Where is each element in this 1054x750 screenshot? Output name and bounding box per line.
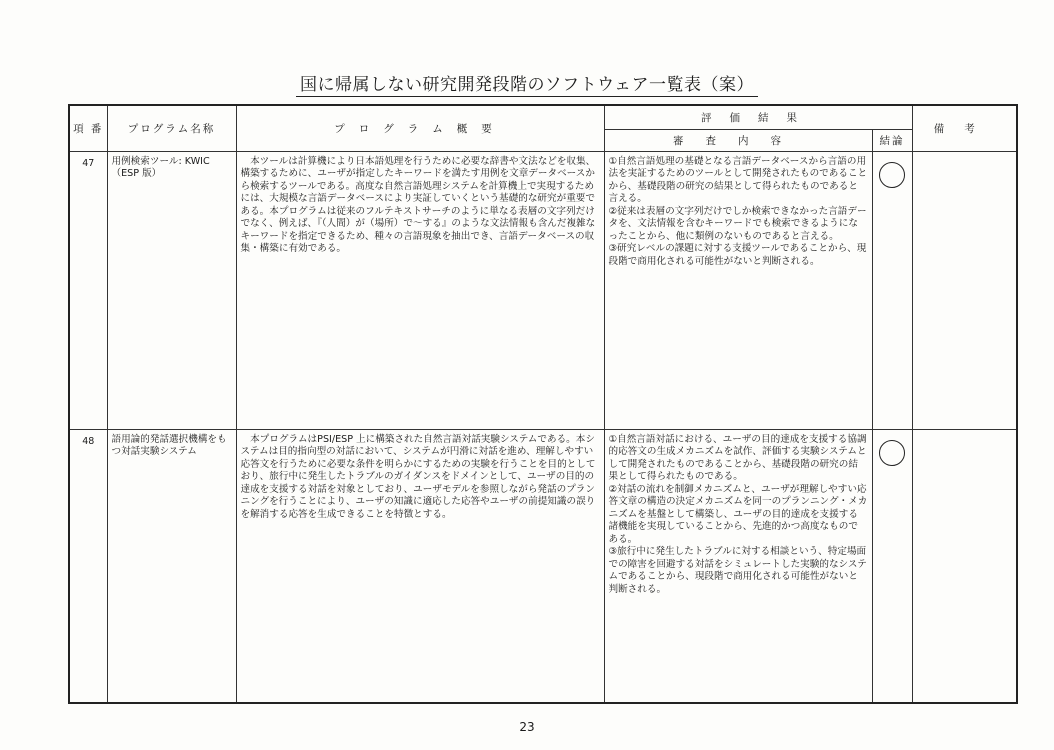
row-name: 用例検索ツール: KWIC（ESP 版） xyxy=(107,151,236,429)
row-desc: 本ツールは計算機により日本語処理を行うために必要な辞書や文法などを収集、構築するために、ユーザが指定したキーワードを満たす用例を文章データベースから検索するツールである。高度な自然言語処理システムを計算機上で実現するためには、大規模な言語データベースにより実証していくという基礎的な研究が重要である。本プログラムは従来のフルテキストサーチのように単なる表層の文字列だけでなく、例えば、『（人間）が（場所）で～する』のような文法情報も含んだ複雑なキーワードを指定できるため、種々の言語現象を抽出でき、言語データベースの収集・構築に有効である。 xyxy=(236,151,604,429)
row-desc: 本プログラムはPSI/ESP 上に構築された自然言語対話実験システムである。本システムは目的指向型の対話において、システムが円滑に対話を進め、理解しやすい応答文を行うために必要な条件を明らかにするための実験を行うことを目的としており、旅行中に発生したトラブルのガイダンスをドメインとして、ユーザの目的の達成を支援する対話を対象としており、ユーザモデルを参照しながら発話のプランニングを行うことにより、ユーザの知識に適応した応答やユーザの前提知識の誤りを解消する応答を生成できることを特徴とする。 xyxy=(236,429,604,703)
header-review: 審査内容 xyxy=(604,129,872,151)
row-review: ①自然言語対話における、ユーザの目的達成を支援する協調的応答文の生成メカニズムを試作、評価する実験システムとして開発されたものであることから、基礎段階の研究の結果として得られたものである。 ②対話の流れを制御メカニズムと、ユーザが理解しやすい応答文章の構造の決定メカニズムを同一のプランニング・メカニズムを基盤として構築し、ユーザの目的達成を支援する諸機能を実現していることから、先進的かつ高度なものである。 ③旅行中に発生したトラブルに対する相談という、特定場面での障害を回避する対話をシミュレートした実験的なシステムであることから、現段階で商用化される可能性がないと判断される。 xyxy=(604,429,872,703)
row-note xyxy=(912,151,1017,429)
header-row-top xyxy=(69,105,1017,129)
header-result: 結論 xyxy=(872,129,912,151)
row-no: 47 xyxy=(69,151,107,429)
row-no: 48 xyxy=(69,429,107,703)
row-name: 語用論的発話選択機構をもつ対話実験システム xyxy=(107,429,236,703)
page-number: 23 xyxy=(519,720,535,734)
header-desc: プログラム概要 xyxy=(236,105,604,151)
row-result xyxy=(872,151,912,429)
row-result xyxy=(872,429,912,703)
header-no: 項 番 xyxy=(69,105,107,151)
table-row xyxy=(69,429,1017,703)
header-eval: 評価結果 xyxy=(604,105,912,129)
approved-circle-icon xyxy=(879,162,905,188)
row-review: ①自然言語処理の基礎となる言語データベースから言語の用法を実証するためのツールとして開発されたものであることから、基礎段階の研究の結果として得られたものであると言える。 ②従来は表層の文字列だけでしか検索できなかった言語データを、文法情報を含むキーワードでも検索できるようになったことから、他に類例のないものであると言える。 ③研究レベルの課題に対する支援ツールであることから、現段階で商用化される可能性がないと判断される。 xyxy=(604,151,872,429)
row-note xyxy=(912,429,1017,703)
header-name: プログラム名称 xyxy=(107,105,236,151)
software-list-table xyxy=(68,104,1018,704)
page-title: 国に帰属しない研究開発段階のソフトウェア一覧表（案） xyxy=(0,70,1054,95)
approved-circle-icon xyxy=(879,440,905,466)
header-note: 備考 xyxy=(912,105,1017,151)
table-row xyxy=(69,151,1017,429)
